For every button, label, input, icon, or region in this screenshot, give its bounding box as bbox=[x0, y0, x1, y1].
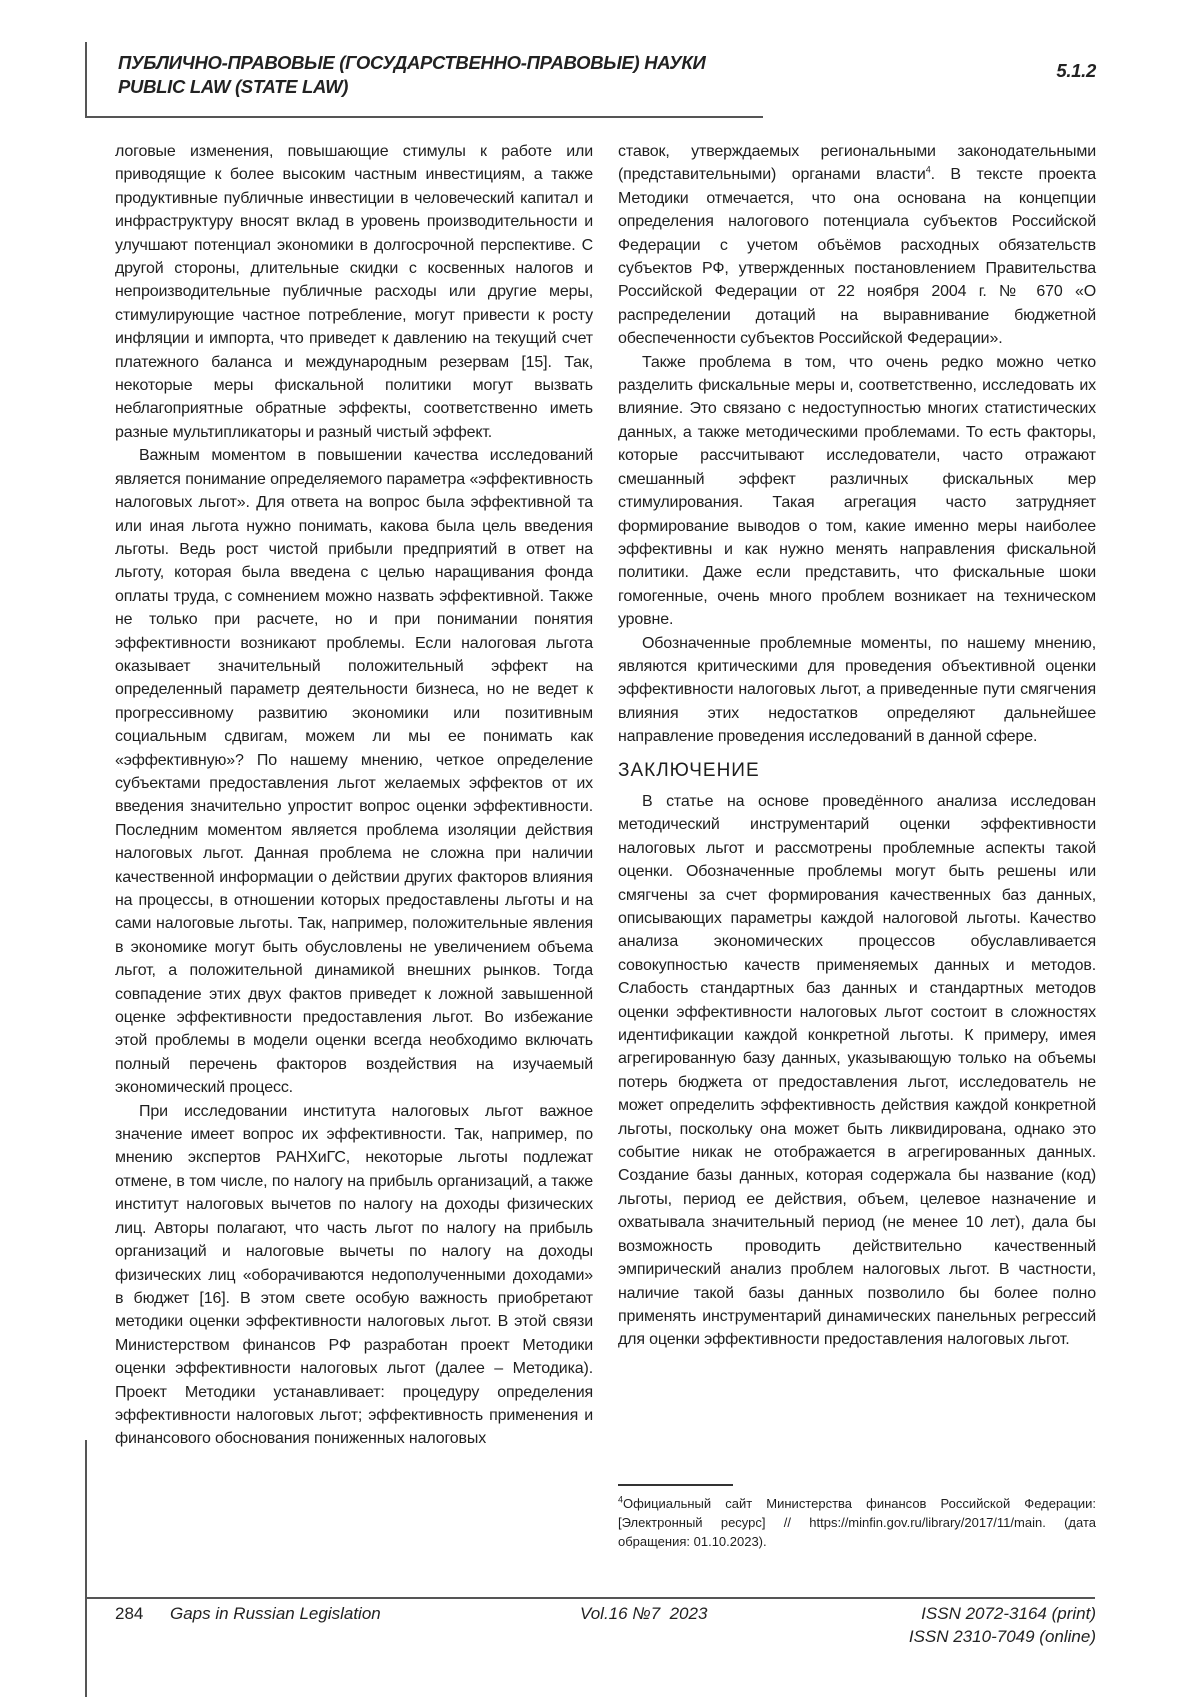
section-title-ru: ПУБЛИЧНО-ПРАВОВЫЕ (ГОСУДАРСТВЕННО-ПРАВОВЫЕ) НАУКИ bbox=[118, 52, 705, 74]
paragraph bbox=[618, 140, 1096, 351]
paragraph: Также проблема в том, что очень редко можно четко разделить фискальные меры и, соответственно, исследовать их влияние. Это связано с недоступностью многих статистических данных, а также методическими проблемами. То есть факторы, которые рассчитывают исследователи, часто отражают смешанный эффект различных фискальных мер стимулирования. Такая агрегация часто затрудняет формирование выводов о том, какие именно меры наиболее эффективны и как нужно менять направления фискальной политики. Даже если представить, что фискальные шоки гомогенные, очень много проблем возникает на техническом уровне. bbox=[618, 351, 1096, 632]
paragraph: Важным моментом в повышении качества исследований является понимание определяемого параметра «эффективность налоговых льгот». Для ответа на вопрос была эффективной та или иная льгота нужно понимать, какова была цель введения льготы. Ведь рост чистой прибыли предприятий в ответ на льготу, которая была введена с целью наращивания фонда оплаты труда, с сомнением можно назвать эффективной. Также не только при расчете, но и при понимании понятия эффективности возникают проблемы. Если налоговая льгота оказывает значительный положительный эффект на определенный параметр деятельности бизнеса, но не ведет к прогрессивному развитию экономики или позитивным социальным сдвигам, можем ли мы ее понимать как «эффективную»? По нашему мнению, четкое определение субъектами предоставления льгот желаемых эффектов от их введения значительно упростит вопрос оценки эффективности. Последним моментом является проблема изоляции действия налоговых льгот. Данная проблема не сложна при наличии качественной информации о действии других факторов влияния на процессы, в отношении которых предоставлены льготы и на сами налоговые льготы. Так, например, положительные явления в экономике могут быть обусловлены не увеличением объема льгот, а положительной динамикой внешних рынков. Тогда совпадение этих двух фактов приведет к ложной завышенной оценке эффективности предоставления льгот. Во избежание этой проблемы в модели оценки всегда необходимо включать полный перечень факторов воздействия на изучаемый экономический процесс. bbox=[115, 444, 593, 1099]
footnote-text: Официальный сайт Министерства финансов Российской Федерации: [Электронный ресурс] // https://minfin.gov.ru/library/2017/11/main. (дата обращения: 01.10.2023). bbox=[618, 1496, 1096, 1549]
footer-vertical-rule bbox=[85, 1440, 87, 1697]
journal-name: Gaps in Russian Legislation bbox=[170, 1604, 381, 1624]
paragraph: логовые изменения, повышающие стимулы к работе или приводящие к более высоким частным инвестициям, а также продуктивные публичные инвестиции в человеческий капитал и инфраструктуру вносят вклад в уровень производительности и улучшают потенциал экономики в долгосрочной перспективе. С другой стороны, длительные скидки с косвенных налогов и непроизводительные публичные расходы или другие меры, стимулирующие частное потребление, могут привести к росту инфляции и импорта, что приведет к давлению на текущий счет платежного баланса и международным резервам [15]. Так, некоторые меры фискальной политики могут вызвать неблагоприятные обратные эффекты, соответственно иметь разные мультипликаторы и разный чистый эффект. bbox=[115, 140, 593, 444]
footnote-ref[interactable]: 4 bbox=[926, 165, 931, 175]
paragraph: Обозначенные проблемные моменты, по нашему мнению, являются критическими для проведения объективной оценки эффективности налоговых льгот, а приведенные пути смягчения влияния этих недостатков определяют дальнейшее направление проведения исследований в данной сфере. bbox=[618, 632, 1096, 749]
footnote-number: 4 bbox=[618, 1495, 623, 1505]
right-column bbox=[618, 140, 1096, 1352]
paragraph-text: . В тексте проекта Методики отмечается, что она основана на концепции определения налогового потенциала субъектов Российской Федерации с учетом объёмов расходных обязательств субъектов РФ, утвержденных постановлением Правительства Российской Федерации от 22 ноября 2004 г. № 670 «О распределении дотаций на выравнивание бюджетной обеспеченности субъектов Российской Федерации». bbox=[618, 166, 1096, 347]
header-vertical-rule bbox=[85, 42, 87, 118]
left-column bbox=[115, 140, 593, 1451]
paragraph: При исследовании института налоговых льгот важное значение имеет вопрос их эффективности. Так, например, по мнению экспертов РАНХиГС, некоторые льготы подлежат отмене, в том числе, по налогу на прибыль организаций, а также институт налоговых вычетов по налогу на доходы физических лиц. Авторы полагают, что часть льгот по налогу на прибыль организаций и налоговые вычеты по налогу на доходы физических лиц «оборачиваются недополученными доходами» в бюджет [16]. В этом свете особую важность приобретают методики оценки эффективности налоговых льгот. В этой связи Министерством финансов РФ разработан проект Методики оценки эффективности налоговых льгот (далее – Методика). Проект Методики устанавливает: процедуру определения эффективности налоговых льгот; эффективность применения и финансового обоснования пониженных налоговых bbox=[115, 1100, 593, 1451]
header-horizontal-rule bbox=[85, 116, 763, 118]
page-number: 284 bbox=[115, 1604, 143, 1624]
issue-info: Vol.16 №7 2023 bbox=[580, 1604, 707, 1624]
paragraph-text: ставок, утверждаемых региональными законодательными (представительными) органами власти bbox=[618, 143, 1096, 183]
paragraph: В статье на основе проведённого анализа исследован методический инструментарий оценки эффективности налоговых льгот и рассмотрены проблемные аспекты такой оценки. Обозначенные проблемы могут быть решены или смягчены за счет формирования качественных баз данных, описывающих параметры каждой налоговой льготы. Качество анализа экономических процессов обуславливается совокупностью качеств применяемых данных и методов. Слабость стандартных баз данных и стандартных методов оценки эффективности налоговых льгот состоит в сложностях идентификации каждой конкретной льготы. К примеру, имея агрегированную базу данных, указывающую только на объемы потерь бюджета от предоставления льгот, исследователь не может определить эффективность действия каждой конкретной льготы, поскольку она может быть ликвидирована, однако это событие никак не отображается в агрегированных данных. Создание базы данных, которая содержала бы название (код) льготы, период ее действия, объем, целевое назначение и охватывала значительный период (не менее 10 лет), дала бы возможность проводить действительно качественный эмпирический анализ проблем налоговых льгот. В частности, наличие такой базы данных позволило бы более полно применять инструментарий динамических панельных регрессий для оценки эффективности предоставления налоговых льгот. bbox=[618, 790, 1096, 1352]
section-heading: ЗАКЛЮЧЕНИЕ bbox=[618, 759, 1096, 782]
footnote-rule bbox=[618, 1484, 733, 1486]
section-title-en: PUBLIC LAW (STATE LAW) bbox=[118, 76, 348, 98]
footnote bbox=[618, 1494, 1096, 1551]
section-code: 5.1.2 bbox=[1056, 60, 1096, 82]
footer-horizontal-rule bbox=[85, 1597, 1095, 1599]
issn-online: ISSN 2310-7049 (online) bbox=[909, 1627, 1096, 1647]
issn-print: ISSN 2072-3164 (print) bbox=[921, 1604, 1096, 1624]
